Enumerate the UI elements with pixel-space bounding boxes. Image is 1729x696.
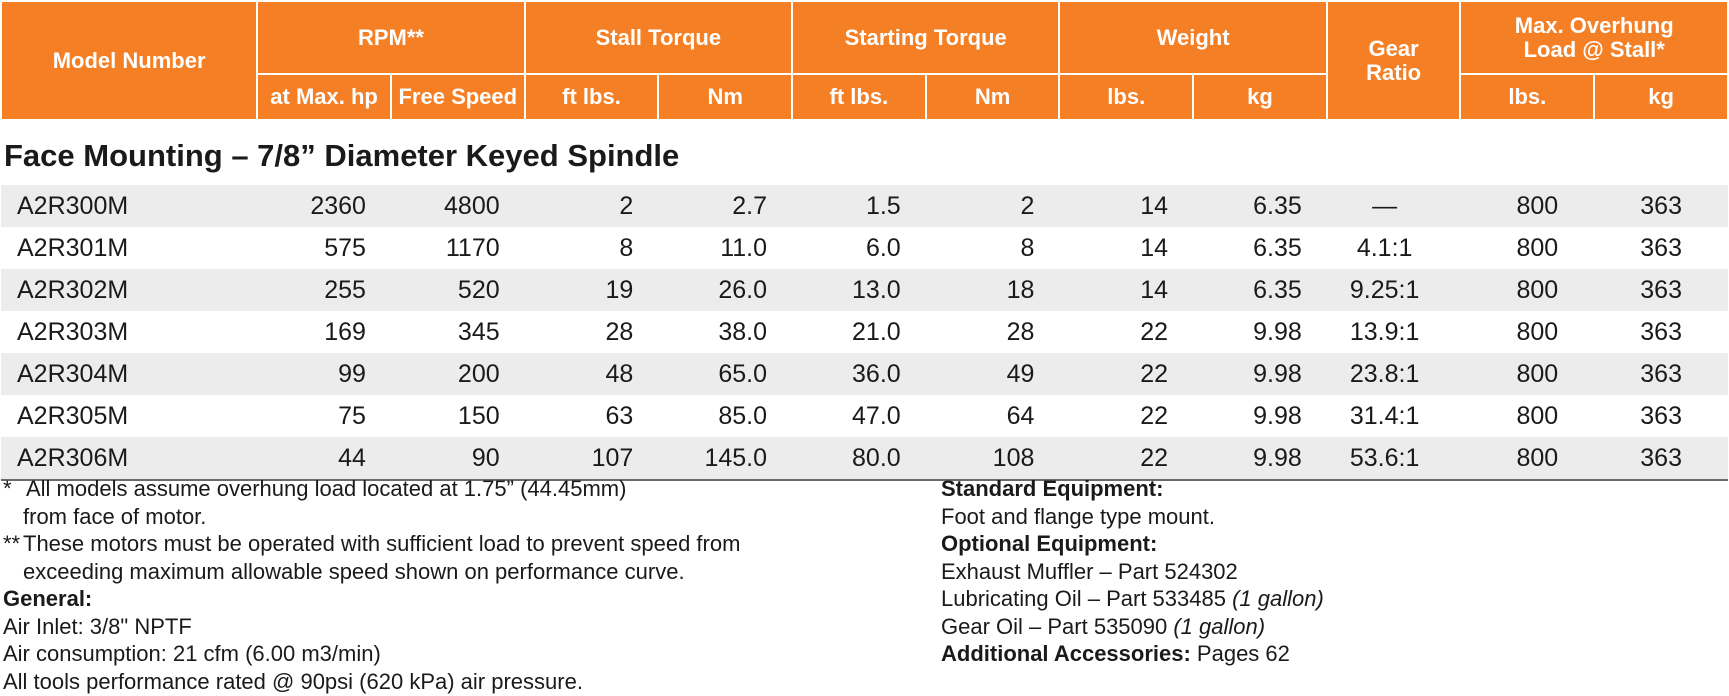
cell-load-lbs: 800 bbox=[1460, 353, 1594, 395]
cell-stall-ft-lbs: 2 bbox=[525, 185, 659, 227]
optional-item-lubricating-oil bbox=[941, 585, 1721, 613]
cell-stall-ft-lbs: 28 bbox=[525, 311, 659, 353]
cell-load-kg: 363 bbox=[1594, 227, 1728, 269]
footnote-overhung-line2: from face of motor. bbox=[23, 503, 207, 529]
optional-item-gear-oil-note: (1 gallon) bbox=[1173, 613, 1266, 639]
subheader-start-nm: Nm bbox=[926, 74, 1060, 120]
cell-stall-nm: 145.0 bbox=[658, 437, 792, 480]
cell-stall-ft-lbs: 63 bbox=[525, 395, 659, 437]
table-row bbox=[1, 437, 1728, 480]
cell-rpm-free-speed: 90 bbox=[391, 437, 525, 480]
cell-model: A2R303M bbox=[1, 311, 257, 353]
cell-load-lbs: 800 bbox=[1460, 269, 1594, 311]
general-air-consumption: Air consumption: 21 cfm (6.00 m3/min) bbox=[3, 641, 381, 666]
header-max-overhung-load-text: Max. Overhung Load @ Stall* bbox=[1514, 12, 1674, 62]
cell-gear-ratio: 23.8:1 bbox=[1327, 353, 1461, 395]
cell-start-nm: 28 bbox=[926, 311, 1060, 353]
optional-item-lubricating-oil-text: Lubricating Oil – Part 533485 bbox=[941, 586, 1233, 611]
general-title: General: bbox=[3, 586, 93, 611]
notes-right bbox=[941, 475, 1721, 668]
cell-rpm-max-hp: 2360 bbox=[257, 185, 391, 227]
optional-item-muffler bbox=[941, 558, 1721, 586]
header-stall-torque: Stall Torque bbox=[525, 1, 792, 74]
cell-load-lbs: 800 bbox=[1460, 311, 1594, 353]
subheader-free-speed: Free Speed bbox=[391, 74, 525, 120]
cell-stall-nm: 11.0 bbox=[658, 227, 792, 269]
subheader-weight-lbs: lbs. bbox=[1059, 74, 1193, 120]
cell-start-nm: 49 bbox=[926, 353, 1060, 395]
optional-item-muffler-text: Exhaust Muffler – Part 524302 bbox=[941, 558, 1238, 584]
header-gear-ratio bbox=[1327, 1, 1461, 120]
cell-start-ft-lbs: 6.0 bbox=[792, 227, 926, 269]
cell-model: A2R305M bbox=[1, 395, 257, 437]
cell-load-kg: 363 bbox=[1594, 395, 1728, 437]
cell-stall-nm: 2.7 bbox=[658, 185, 792, 227]
table-row bbox=[1, 395, 1728, 437]
header-starting-torque: Starting Torque bbox=[792, 1, 1059, 74]
cell-load-kg: 363 bbox=[1594, 311, 1728, 353]
cell-start-ft-lbs: 1.5 bbox=[792, 185, 926, 227]
cell-stall-nm: 65.0 bbox=[658, 353, 792, 395]
cell-gear-ratio: 31.4:1 bbox=[1327, 395, 1461, 437]
cell-weight-lbs: 22 bbox=[1059, 353, 1193, 395]
cell-start-ft-lbs: 80.0 bbox=[792, 437, 926, 480]
cell-start-nm: 64 bbox=[926, 395, 1060, 437]
cell-load-lbs: 800 bbox=[1460, 227, 1594, 269]
subheader-start-ft-lbs: ft lbs. bbox=[792, 74, 926, 120]
cell-rpm-max-hp: 255 bbox=[257, 269, 391, 311]
cell-gear-ratio: 13.9:1 bbox=[1327, 311, 1461, 353]
cell-start-nm: 8 bbox=[926, 227, 1060, 269]
subheader-weight-kg: kg bbox=[1193, 74, 1327, 120]
cell-load-kg: 363 bbox=[1594, 353, 1728, 395]
cell-weight-kg: 9.98 bbox=[1193, 437, 1327, 480]
cell-rpm-free-speed: 4800 bbox=[391, 185, 525, 227]
cell-start-ft-lbs: 13.0 bbox=[792, 269, 926, 311]
cell-model: A2R306M bbox=[1, 437, 257, 480]
subheader-load-lbs: lbs. bbox=[1460, 74, 1594, 120]
cell-weight-lbs: 14 bbox=[1059, 185, 1193, 227]
cell-stall-ft-lbs: 48 bbox=[525, 353, 659, 395]
cell-weight-lbs: 22 bbox=[1059, 311, 1193, 353]
cell-load-lbs: 800 bbox=[1460, 437, 1594, 480]
cell-start-ft-lbs: 47.0 bbox=[792, 395, 926, 437]
cell-weight-kg: 6.35 bbox=[1193, 185, 1327, 227]
cell-stall-ft-lbs: 19 bbox=[525, 269, 659, 311]
footnote-overhung bbox=[3, 475, 933, 530]
header-max-overhung-load bbox=[1460, 1, 1728, 74]
cell-load-lbs: 800 bbox=[1460, 395, 1594, 437]
table-row bbox=[1, 311, 1728, 353]
footnote-speed-line1: These motors must be operated with sufficient load to prevent speed from bbox=[23, 531, 741, 556]
cell-weight-kg: 9.98 bbox=[1193, 353, 1327, 395]
cell-weight-lbs: 22 bbox=[1059, 437, 1193, 480]
cell-start-ft-lbs: 21.0 bbox=[792, 311, 926, 353]
header-gear-ratio-text: Gear Ratio bbox=[1366, 35, 1422, 85]
subheader-max-hp: at Max. hp bbox=[257, 74, 391, 120]
cell-rpm-max-hp: 75 bbox=[257, 395, 391, 437]
cell-start-nm: 18 bbox=[926, 269, 1060, 311]
cell-weight-kg: 6.35 bbox=[1193, 227, 1327, 269]
cell-load-kg: 363 bbox=[1594, 437, 1728, 480]
footnote-speed-line2: exceeding maximum allowable speed shown on performance curve. bbox=[23, 558, 685, 584]
cell-rpm-free-speed: 345 bbox=[391, 311, 525, 353]
notes-left bbox=[3, 475, 933, 695]
table-body bbox=[1, 185, 1728, 480]
cell-model: A2R304M bbox=[1, 353, 257, 395]
cell-model: A2R302M bbox=[1, 269, 257, 311]
cell-gear-ratio: 9.25:1 bbox=[1327, 269, 1461, 311]
cell-gear-ratio: 4.1:1 bbox=[1327, 227, 1461, 269]
standard-equipment-text: Foot and flange type mount. bbox=[941, 503, 1215, 529]
table-row bbox=[1, 185, 1728, 227]
header-weight: Weight bbox=[1059, 1, 1326, 74]
cell-rpm-max-hp: 99 bbox=[257, 353, 391, 395]
cell-rpm-free-speed: 200 bbox=[391, 353, 525, 395]
cell-start-nm: 2 bbox=[926, 185, 1060, 227]
section-title: Face Mounting – 7/8” Diameter Keyed Spindle bbox=[1, 120, 1728, 185]
cell-stall-nm: 38.0 bbox=[658, 311, 792, 353]
footnote-mark-single: * bbox=[3, 476, 12, 501]
footnote-mark-double: ** bbox=[3, 531, 21, 556]
cell-weight-kg: 9.98 bbox=[1193, 395, 1327, 437]
cell-rpm-free-speed: 150 bbox=[391, 395, 525, 437]
cell-model: A2R300M bbox=[1, 185, 257, 227]
table-row bbox=[1, 353, 1728, 395]
additional-accessories-title: Additional Accessories: bbox=[941, 641, 1191, 666]
cell-start-nm: 108 bbox=[926, 437, 1060, 480]
subheader-stall-ft-lbs: ft lbs. bbox=[525, 74, 659, 120]
standard-equipment-title: Standard Equipment: bbox=[941, 476, 1164, 501]
cell-model: A2R301M bbox=[1, 227, 257, 269]
additional-accessories-text: Pages 62 bbox=[1190, 641, 1290, 666]
cell-rpm-max-hp: 169 bbox=[257, 311, 391, 353]
general-performance-rating: All tools performance rated @ 90psi (620 kPa) air pressure. bbox=[3, 668, 583, 694]
cell-weight-lbs: 22 bbox=[1059, 395, 1193, 437]
cell-rpm-max-hp: 575 bbox=[257, 227, 391, 269]
subheader-load-kg: kg bbox=[1594, 74, 1728, 120]
table-row bbox=[1, 269, 1728, 311]
cell-stall-nm: 85.0 bbox=[658, 395, 792, 437]
cell-gear-ratio: — bbox=[1327, 185, 1461, 227]
cell-weight-lbs: 14 bbox=[1059, 269, 1193, 311]
cell-gear-ratio: 53.6:1 bbox=[1327, 437, 1461, 480]
header-rpm: RPM** bbox=[257, 1, 524, 74]
optional-item-gear-oil-text: Gear Oil – Part 535090 bbox=[941, 613, 1174, 639]
additional-accessories bbox=[941, 640, 1721, 668]
general-air-inlet: Air Inlet: 3/8" NPTF bbox=[3, 613, 192, 639]
cell-rpm-free-speed: 1170 bbox=[391, 227, 525, 269]
cell-rpm-max-hp: 44 bbox=[257, 437, 391, 480]
table-row bbox=[1, 227, 1728, 269]
optional-item-gear-oil bbox=[941, 613, 1721, 641]
subheader-stall-nm: Nm bbox=[658, 74, 792, 120]
optional-equipment-title: Optional Equipment: bbox=[941, 531, 1158, 556]
cell-weight-kg: 9.98 bbox=[1193, 311, 1327, 353]
cell-rpm-free-speed: 520 bbox=[391, 269, 525, 311]
optional-item-lubricating-oil-note: (1 gallon) bbox=[1232, 586, 1324, 611]
cell-start-ft-lbs: 36.0 bbox=[792, 353, 926, 395]
cell-load-lbs: 800 bbox=[1460, 185, 1594, 227]
footnote-speed bbox=[3, 530, 933, 585]
footnote-overhung-line1: All models assume overhung load located at 1.75” (44.45mm) bbox=[26, 476, 627, 501]
cell-weight-kg: 6.35 bbox=[1193, 269, 1327, 311]
cell-stall-nm: 26.0 bbox=[658, 269, 792, 311]
cell-load-kg: 363 bbox=[1594, 269, 1728, 311]
cell-load-kg: 363 bbox=[1594, 185, 1728, 227]
header-model-number: Model Number bbox=[1, 1, 257, 120]
cell-stall-ft-lbs: 107 bbox=[525, 437, 659, 480]
cell-weight-lbs: 14 bbox=[1059, 227, 1193, 269]
cell-stall-ft-lbs: 8 bbox=[525, 227, 659, 269]
